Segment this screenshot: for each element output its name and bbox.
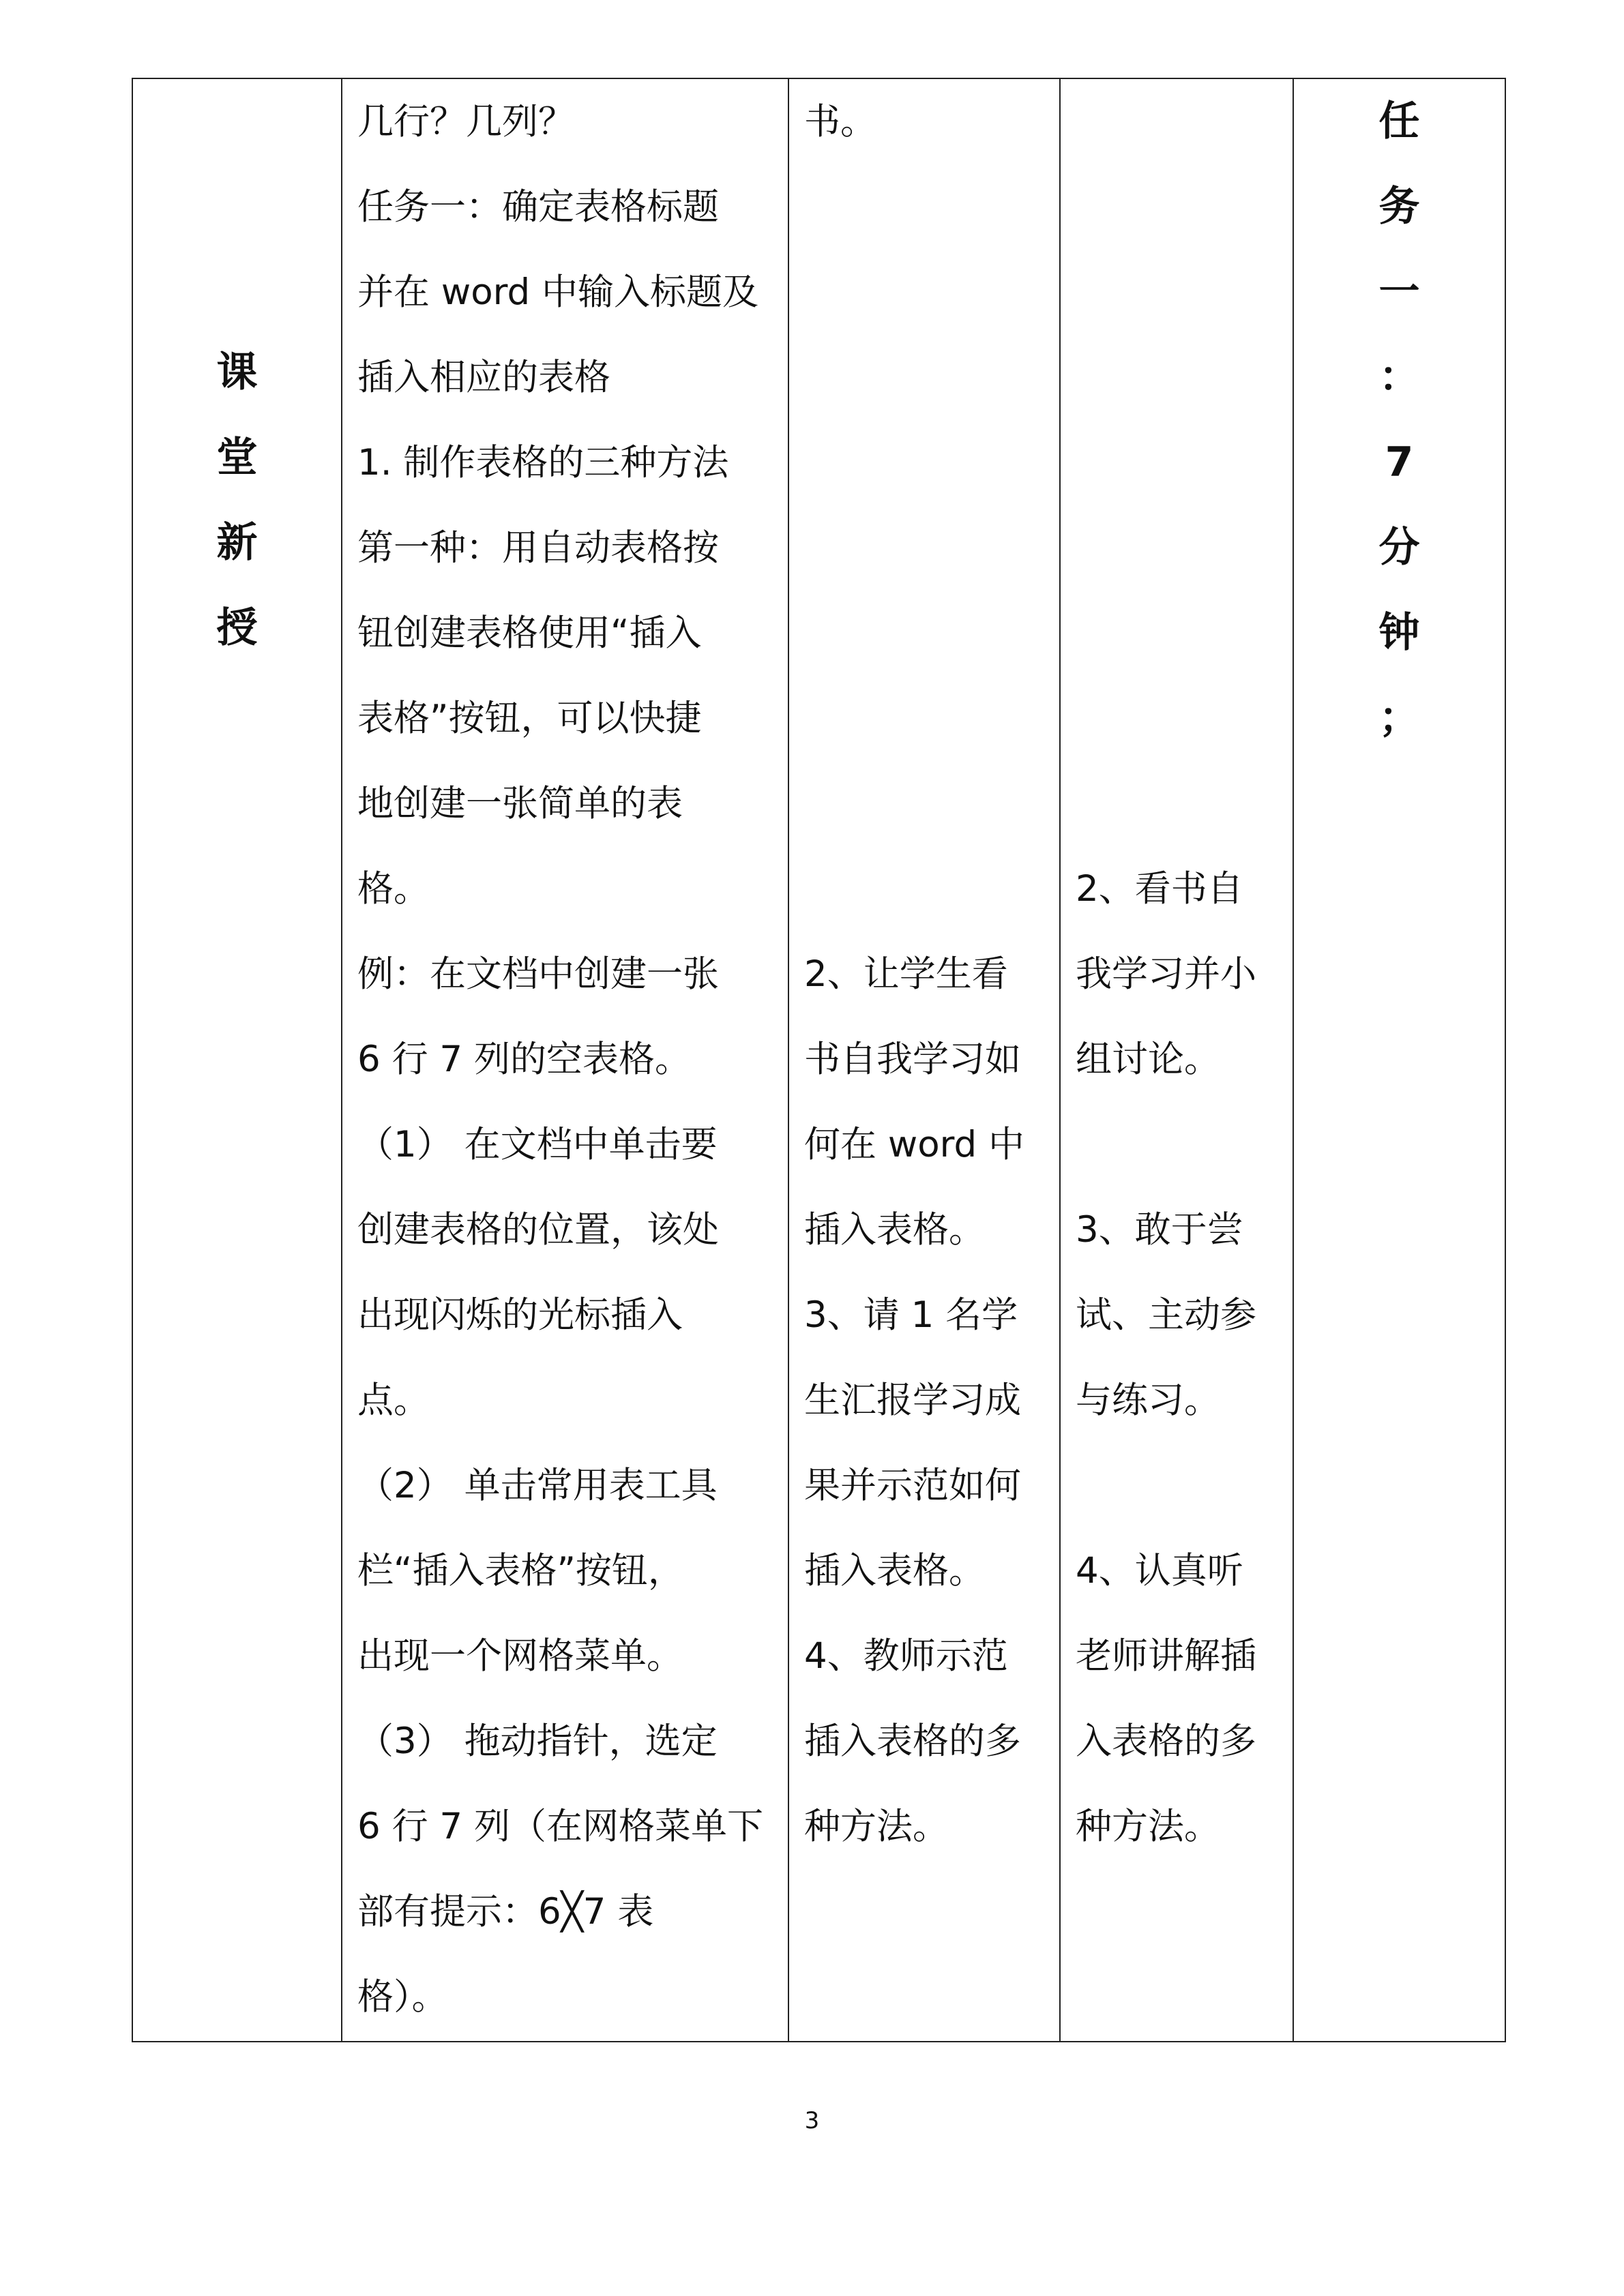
teacher-line: 4、教师示范 xyxy=(804,1635,1008,1677)
section-cell xyxy=(132,78,342,2042)
time-cell xyxy=(1293,78,1505,2042)
teacher-line: 3、请 1 名学 xyxy=(804,1294,1018,1336)
teacher-line: 何在 word 中 xyxy=(804,1124,1024,1165)
content-line: 点。 xyxy=(357,1380,430,1421)
content-line: 6 行 7 列的空表格。 xyxy=(357,1039,691,1080)
student-line: 与练习。 xyxy=(1076,1380,1220,1421)
content-line: 6 行 7 列（在网格菜单下 xyxy=(357,1806,763,1847)
time-char: 务 xyxy=(1378,183,1420,230)
content-line: 栏“插入表格”按钮， xyxy=(357,1550,684,1592)
content-line: 创建表格的位置，该处 xyxy=(357,1209,719,1251)
time-char: 任 xyxy=(1378,98,1420,145)
content-line: 出现闪烁的光标插入 xyxy=(357,1294,683,1336)
content-line: 表格”按钮，可以快捷 xyxy=(357,698,702,739)
content-line: 几行？几列？ xyxy=(357,101,574,143)
content-cell xyxy=(342,78,788,2042)
teacher-line: 书。 xyxy=(804,101,876,143)
teacher-line: 生汇报学习成 xyxy=(804,1380,1021,1421)
student-line: 4、认真听 xyxy=(1076,1550,1243,1592)
student-activity-cell xyxy=(1060,78,1293,2042)
student-line: 入表格的多 xyxy=(1076,1720,1256,1762)
time-char: 钟 xyxy=(1378,609,1420,657)
section-label-char: 新 xyxy=(216,519,258,567)
content-line: 第一种：用自动表格按 xyxy=(357,527,719,569)
content-line: 例：在文档中创建一张 xyxy=(357,953,719,995)
student-line: 试、主动参 xyxy=(1076,1294,1256,1336)
teacher-activity-cell xyxy=(788,78,1060,2042)
time-char: ： xyxy=(1378,353,1420,401)
teacher-line: 果并示范如何 xyxy=(804,1465,1021,1506)
page-number: 3 xyxy=(804,2107,820,2134)
time-char: ； xyxy=(1378,694,1420,742)
time-char: 7 xyxy=(1385,438,1414,486)
student-line: 3、敢于尝 xyxy=(1076,1209,1243,1251)
content-line: 格。 xyxy=(357,868,430,910)
teacher-line: 书自我学习如 xyxy=(804,1039,1021,1080)
content-line: （3） 拖动指针，选定 xyxy=(357,1720,718,1762)
student-line: 2、看书自 xyxy=(1076,868,1243,910)
section-label-char: 授 xyxy=(216,604,258,652)
content-line: （2） 单击常用表工具 xyxy=(357,1465,718,1506)
teacher-line: 2、让学生看 xyxy=(804,953,1008,995)
content-line: 钮创建表格使用“插入 xyxy=(357,612,702,654)
content-line: 格）。 xyxy=(357,1976,448,2018)
teacher-line: 插入表格的多 xyxy=(804,1720,1021,1762)
content-line: 任务一：确定表格标题 xyxy=(357,186,719,228)
lesson-plan-table xyxy=(132,78,1506,2042)
time-char: 分 xyxy=(1378,524,1420,571)
teacher-line: 插入表格。 xyxy=(804,1209,985,1251)
section-label-char: 课 xyxy=(216,348,258,396)
section-label-char: 堂 xyxy=(216,434,258,481)
content-line: 地创建一张简单的表 xyxy=(357,783,683,824)
content-line: 出现一个网格菜单。 xyxy=(357,1635,683,1677)
content-line: 插入相应的表格 xyxy=(357,357,610,398)
content-line: 1. 制作表格的三种方法 xyxy=(357,442,729,483)
teacher-line: 种方法。 xyxy=(804,1806,949,1847)
content-line: 并在 word 中输入标题及 xyxy=(357,271,758,313)
student-line: 我学习并小 xyxy=(1076,953,1256,995)
student-line: 老师讲解插 xyxy=(1076,1635,1256,1677)
student-line: 组讨论。 xyxy=(1076,1039,1220,1080)
time-char: 一 xyxy=(1378,268,1420,316)
table-row xyxy=(132,78,1505,2042)
student-line: 种方法。 xyxy=(1076,1806,1220,1847)
content-line: 部有提示：6╳7 表 xyxy=(357,1891,654,1933)
teacher-line: 插入表格。 xyxy=(804,1550,985,1592)
content-line: （1） 在文档中单击要 xyxy=(357,1124,718,1165)
